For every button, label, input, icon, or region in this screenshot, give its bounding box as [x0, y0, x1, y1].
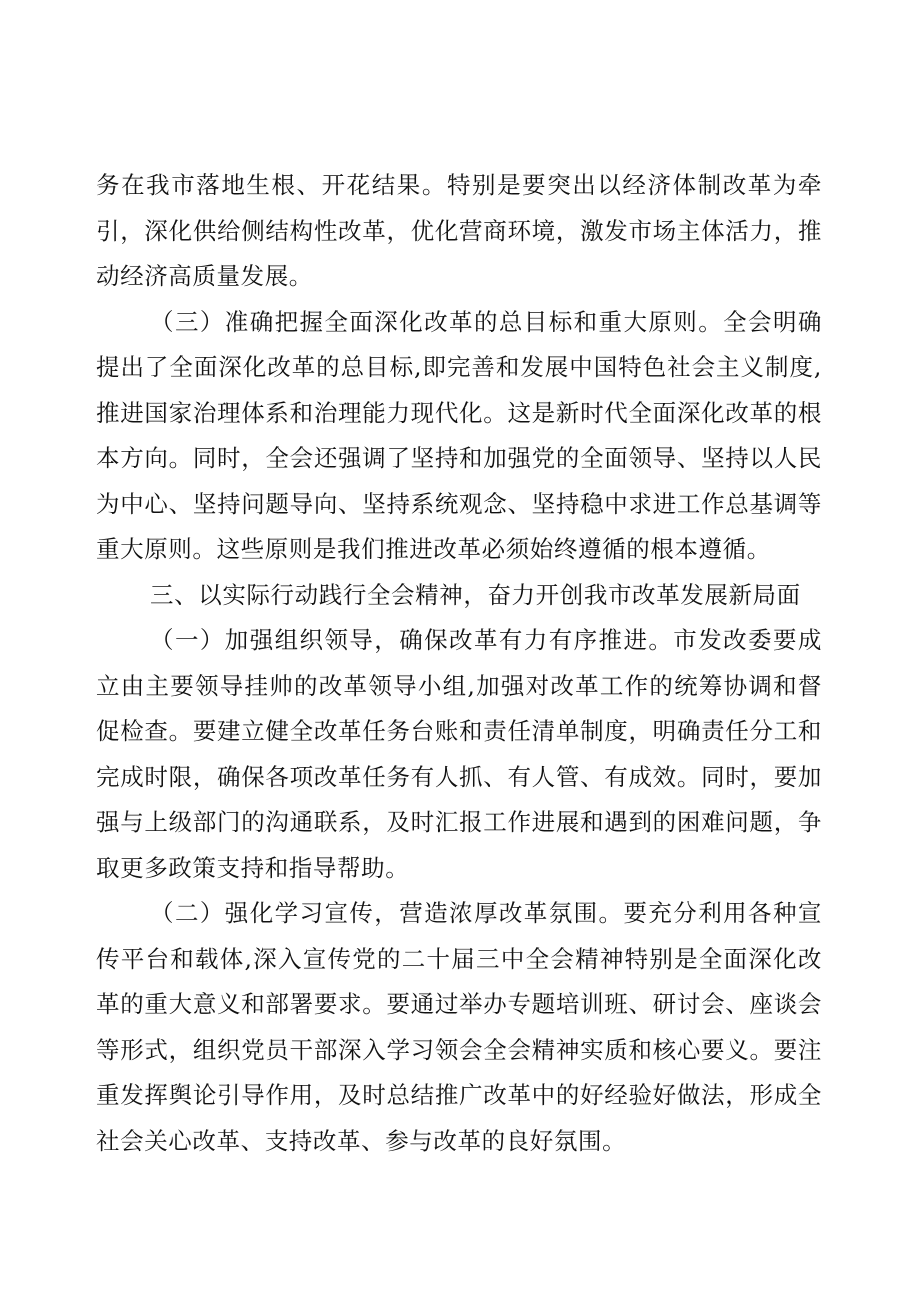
paragraph-subsection-2: （二）强化学习宣传，营造浓厚改革氛围。要充分利用各种宣传平台和载体,深入宣传党的二十届三中全会精神特别是全面深化改革的重大意义和部署要求。要通过举办专题培训班、研讨会、座谈会等形式，组织党员干部深入学习领会全会精神实质和核心要义。要注重发挥舆论引导作用，及时总结推广改革中的好经验好做法，形成全社会关心改革、支持改革、参与改革的良好氛围。 [96, 899, 822, 1155]
paragraph-section-3: （三）准确把握全面深化改革的总目标和重大原则。全会明确提出了全面深化改革的总目标,即完善和发展中国特色社会主义制度,推进国家治理体系和治理能力现代化。这是新时代全面深化改革的根本方向。同时，全会还强调了坚持和加强党的全面领导、坚持以人民为中心、坚持问题导向、坚持系统观念、坚持稳中求进工作总基调等重大原则。这些原则是我们推进改革必须始终遵循的根本遵循。 [96, 307, 822, 563]
section-heading-3: 三、以实际行动践行全会精神，奋力开创我市改革发展新局面 [150, 580, 801, 609]
paragraph-subsection-1: （一）加强组织领导，确保改革有力有序推进。市发改委要成立由主要领导挂帅的改革领导小组,加强对改革工作的统筹协调和督促检查。要建立健全改革任务台账和责任清单制度，明确责任分工和完成时限，确保各项改革任务有人抓、有人管、有成效。同时，要加强与上级部门的沟通联系，及时汇报工作进展和遇到的困难问题，争取更多政策支持和指导帮助。 [96, 626, 822, 882]
paragraph-continuation: 务在我市落地生根、开花结果。特别是要突出以经济体制改革为牵引，深化供给侧结构性改革，优化营商环境，激发市场主体活力，推动经济高质量发展。 [96, 171, 822, 290]
document-body [96, 163, 822, 1164]
